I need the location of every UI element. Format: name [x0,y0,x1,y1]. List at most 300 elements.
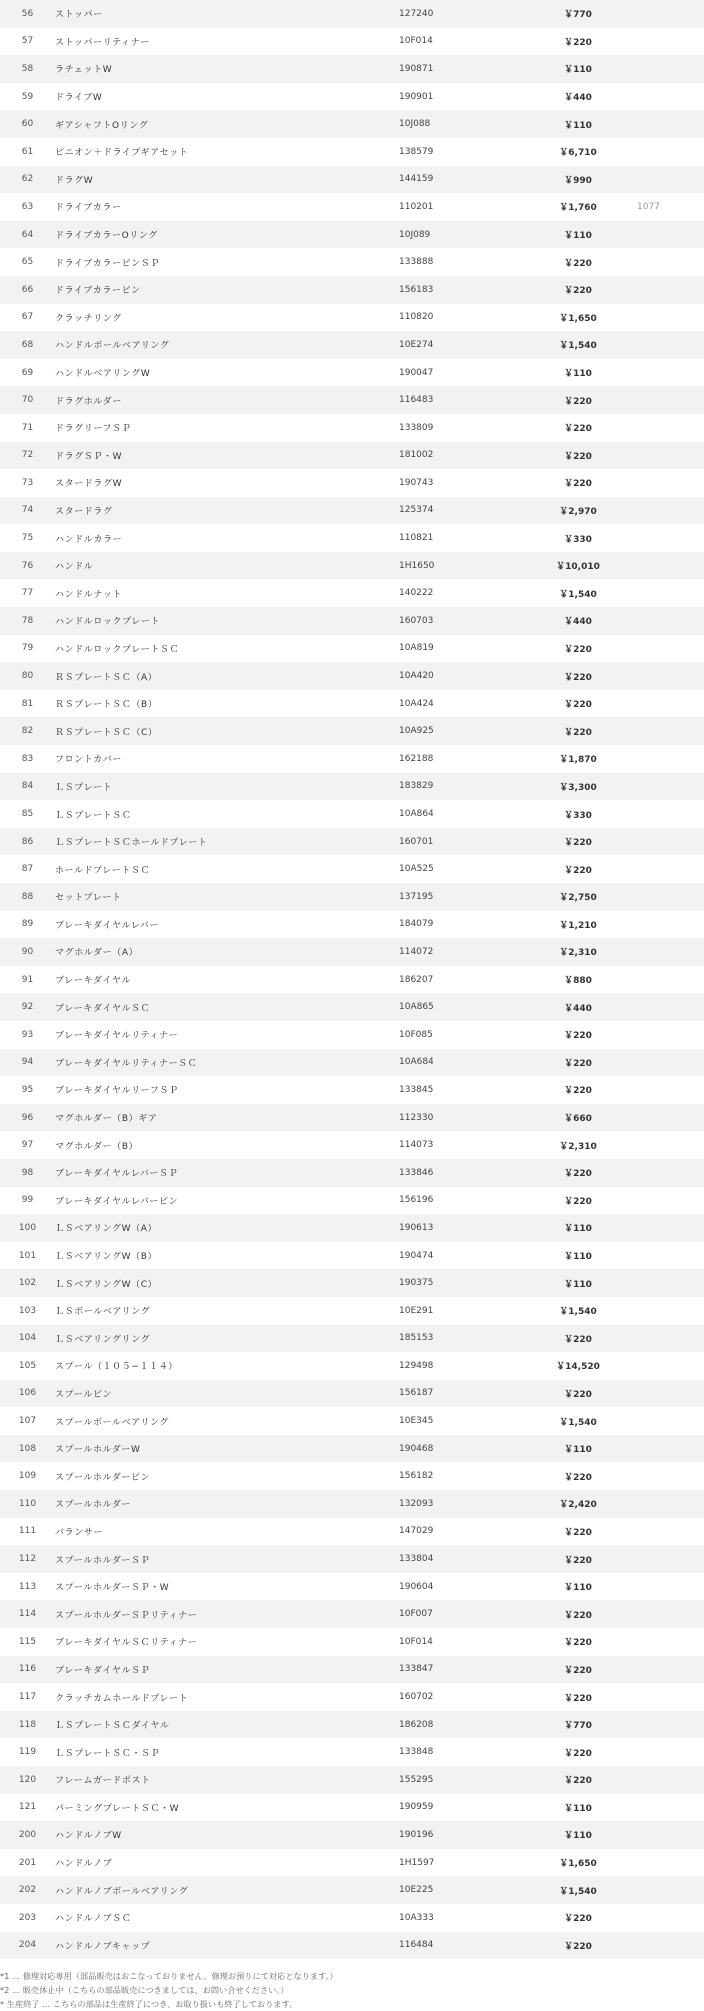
part-number: 67 [21,312,34,323]
part-note [637,938,704,966]
part-name: ドラグホルダー [55,396,122,407]
part-code: 1H1650 [399,560,435,571]
part-code: 125374 [399,505,434,516]
part-number: 108 [18,1443,37,1454]
part-number: 113 [18,1581,37,1592]
part-note [637,1849,704,1877]
table-row [0,138,704,166]
table-row [0,1711,704,1739]
part-name: ドライブカラーピン [55,286,141,297]
table-row [0,386,704,414]
part-code: 190047 [399,367,434,378]
part-number: 94 [21,1057,34,1068]
part-price: ￥220 [564,1610,592,1621]
part-price: ￥220 [564,1058,592,1069]
part-code: 133888 [399,257,434,268]
part-note [637,966,704,994]
part-price: ￥220 [564,258,592,269]
table-row [0,1214,704,1242]
part-code: 186207 [399,974,434,985]
part-number: 66 [21,284,34,295]
part-code: 10F014 [399,36,433,47]
part-name: ＲＳプレートＳＣ（A） [55,672,158,683]
part-name: ドライブカラーピンＳＰ [55,258,160,269]
part-price: ￥880 [564,976,592,987]
table-row [0,442,704,470]
table-row [0,1297,704,1325]
part-code: 155295 [399,1774,434,1785]
table-row [0,1518,704,1546]
part-code: 190375 [399,1278,434,1289]
part-name: ＬＳベアリングW（A） [55,1224,158,1235]
part-number: 92 [21,1002,34,1013]
part-number: 100 [18,1222,37,1233]
table-row [0,1269,704,1297]
part-note [637,1821,704,1849]
table-row [0,1076,704,1104]
part-price: ￥220 [564,1941,592,1952]
part-code: 10J088 [399,119,431,130]
part-number: 120 [18,1774,37,1785]
part-note [637,276,704,304]
part-note [637,883,704,911]
part-number: 200 [18,1829,37,1840]
part-name: ドラグリーフＳＰ [55,424,132,435]
part-number: 82 [21,726,34,737]
part-code: 190196 [399,1829,434,1840]
part-number: 91 [21,974,34,985]
table-row [0,938,704,966]
part-note [637,1297,704,1325]
part-price: ￥220 [564,1389,592,1400]
part-code: 133846 [399,1167,434,1178]
footnote-discontinued: * 生産終了 … こちらの部品は生産終了につき、お取り扱いも終了しております。 [0,1999,298,2010]
table-row [0,717,704,745]
part-number: 201 [18,1857,37,1868]
part-name: ブレーキダイヤルリーフＳＰ [55,1086,179,1097]
part-code: 127240 [399,8,434,19]
table-row [0,1683,704,1711]
part-note [637,524,704,552]
part-name: ＬＳプレートＳＣホールドプレート [55,838,208,849]
part-note [637,221,704,249]
part-note [637,110,704,138]
part-number: 202 [18,1885,37,1896]
part-code: 137195 [399,891,434,902]
part-price: ￥220 [564,644,592,655]
part-number: 204 [18,1940,37,1951]
part-name: ハンドルノブＳＣ [55,1914,132,1925]
part-code: 10E291 [399,1305,434,1316]
part-note [637,55,704,83]
table-row [0,55,704,83]
part-price: ￥220 [564,700,592,711]
part-note [637,1269,704,1297]
table-row [0,110,704,138]
part-number: 90 [21,946,34,957]
part-code: 10E225 [399,1885,434,1896]
part-number: 80 [21,671,34,682]
table-row [0,1849,704,1877]
part-name: マグホルダー（A） [55,948,139,959]
part-code: 190959 [399,1802,434,1813]
part-note [637,1435,704,1463]
part-price: ￥440 [564,93,592,104]
table-row [0,911,704,939]
part-number: 73 [21,477,34,488]
part-number: 86 [21,836,34,847]
part-code: 190901 [399,91,434,102]
part-price: ￥220 [564,286,592,297]
part-name: スプールボールベアリング [55,1417,170,1428]
part-name: ギアシャフトOリング [55,120,149,131]
part-code: 10A424 [399,698,434,709]
part-number: 107 [18,1416,37,1427]
part-number: 106 [18,1388,37,1399]
part-number: 81 [21,698,34,709]
part-name: ＬＳプレートＳＣダイヤル [55,1721,170,1732]
part-price: ￥220 [564,37,592,48]
part-code: 10A864 [399,809,434,820]
part-code: 190871 [399,63,434,74]
part-name: ドライブカラー [55,203,122,214]
part-name: マグホルダー（B）ギア [55,1114,158,1125]
table-row [0,414,704,442]
part-code: 10A333 [399,1912,434,1923]
part-name: ドライブカラーOリング [55,231,158,242]
part-note [637,1352,704,1380]
part-note [637,828,704,856]
part-price: ￥220 [564,1196,592,1207]
part-name: スプール（１０５−１１４） [55,1362,178,1373]
part-note [637,1766,704,1794]
part-price: ￥330 [564,534,592,545]
part-name: ハンドルカラー [55,534,123,545]
part-code: 185153 [399,1333,434,1344]
part-price: ￥990 [564,175,592,186]
part-name: ＬＳベアリングリング [55,1334,151,1345]
part-note [637,1876,704,1904]
table-row [0,1435,704,1463]
part-code: 10E274 [399,339,434,350]
part-note [637,635,704,663]
part-code: 186208 [399,1719,434,1730]
part-price: ￥2,310 [559,1141,597,1152]
part-note [637,1904,704,1932]
part-price: ￥440 [564,1003,592,1014]
part-price: ￥1,650 [559,1859,597,1870]
part-name: スプールホルダーＳＰリティナー [55,1610,198,1621]
part-number: 109 [18,1471,37,1482]
part-price: ￥220 [564,838,592,849]
part-price: ￥1,870 [559,755,597,766]
part-name: フロントカバー [55,755,122,766]
part-number: 115 [18,1636,37,1647]
part-code: 147029 [399,1526,434,1537]
part-number: 62 [21,174,34,185]
part-price: ￥110 [564,1583,592,1594]
table-row [0,1380,704,1408]
part-note [637,248,704,276]
part-name: ハンドルナット [55,589,123,600]
part-note [637,469,704,497]
part-name: ハンドルロックプレートＳＣ [55,644,180,655]
part-price: ￥220 [564,1555,592,1566]
part-price: ￥10,010 [556,562,600,573]
part-code: 10J089 [399,229,431,240]
part-code: 138579 [399,146,434,157]
part-number: 77 [21,588,34,599]
part-name: スプールホルダーピン [55,1472,151,1483]
part-name: ブレーキダイヤルレバーＳＰ [55,1169,179,1180]
table-row [0,745,704,773]
part-price: ￥110 [564,231,592,242]
part-number: 59 [21,91,34,102]
part-number: 71 [21,422,34,433]
part-code: 181002 [399,450,434,461]
part-name: ＬＳベアリングW（C） [55,1279,158,1290]
part-name: ブレーキダイヤルＳＣ [55,1003,151,1014]
part-code: 114072 [399,946,434,957]
part-code: 116484 [399,1940,434,1951]
part-name: スタードラグW [55,479,123,490]
part-note [637,1049,704,1077]
part-code: 156196 [399,1195,434,1206]
part-number: 104 [18,1333,37,1344]
part-price: ￥770 [564,1721,592,1732]
part-number: 58 [21,63,34,74]
part-code: 114073 [399,1140,434,1151]
part-note [637,442,704,470]
part-note [637,1214,704,1242]
part-price: ￥2,750 [559,893,597,904]
part-price: ￥220 [564,1031,592,1042]
part-price: ￥660 [564,1114,592,1125]
part-code: 112330 [399,1112,434,1123]
part-price: ￥220 [564,451,592,462]
table-row [0,0,704,28]
part-name: ブレーキダイヤルＳＣリティナー [55,1638,198,1649]
part-price: ￥6,710 [559,148,597,159]
table-row [0,1325,704,1353]
part-note [637,1683,704,1711]
part-name: ハンドルノブボールベアリング [55,1886,189,1897]
part-number: 57 [21,36,34,47]
part-price: ￥1,540 [559,589,597,600]
part-note [637,1076,704,1104]
part-number: 68 [21,339,34,350]
part-number: 84 [21,781,34,792]
part-number: 117 [18,1692,37,1703]
part-code: 190613 [399,1222,434,1233]
part-number: 56 [21,8,34,19]
table-row [0,800,704,828]
part-note [637,1490,704,1518]
table-row [0,1545,704,1573]
part-name: ＬＳプレートＳＣ・ＳＰ [55,1748,161,1759]
table-row [0,1407,704,1435]
part-price: ￥110 [564,1831,592,1842]
table-row [0,359,704,387]
part-number: 78 [21,615,34,626]
table-row [0,993,704,1021]
part-name: ＬＳプレートＳＣ [55,810,132,821]
part-price: ￥110 [564,1224,592,1235]
table-row [0,1462,704,1490]
part-name: セットプレート [55,893,122,904]
table-row [0,331,704,359]
part-note [637,386,704,414]
part-code: 156187 [399,1388,434,1399]
part-note [637,166,704,194]
part-code: 10A819 [399,643,434,654]
table-row [0,1159,704,1187]
part-note [637,579,704,607]
part-name: ハンドル [55,562,94,573]
part-code: 162188 [399,753,434,764]
part-price: ￥110 [564,1803,592,1814]
part-name: フレームガードポスト [55,1776,151,1787]
part-name: ドラグW [55,175,94,186]
table-row [0,552,704,580]
part-code: 190468 [399,1443,434,1454]
part-note [637,497,704,525]
part-price: ￥110 [564,120,592,131]
part-code: 156182 [399,1471,434,1482]
part-price: ￥1,540 [559,341,597,352]
part-note [637,1573,704,1601]
part-name: スプールホルダーＳＰ [55,1555,151,1566]
part-note [637,1104,704,1132]
part-note [637,1794,704,1822]
part-name: スプールホルダーW [55,1445,141,1456]
part-note [637,1518,704,1546]
part-name: ブレーキダイヤルＳＰ [55,1665,151,1676]
part-note [637,717,704,745]
table-row [0,1573,704,1601]
part-price: ￥330 [564,810,592,821]
part-code: 160702 [399,1692,434,1703]
part-code: 133804 [399,1554,434,1565]
part-code: 133845 [399,1084,434,1095]
part-name: ハンドルノブキャップ [55,1941,151,1952]
part-price: ￥220 [564,1665,592,1676]
part-price: ￥3,300 [559,782,597,793]
table-row [0,193,704,221]
part-price: ￥220 [564,1527,592,1538]
part-code: 10A525 [399,864,434,875]
part-note [637,414,704,442]
part-note [637,855,704,883]
part-note [637,607,704,635]
table-row [0,579,704,607]
part-note [637,773,704,801]
part-number: 60 [21,119,34,130]
part-code: 10F007 [399,1609,433,1620]
part-number: 101 [18,1250,37,1261]
table-row [0,469,704,497]
table-row [0,773,704,801]
part-price: ￥220 [564,1086,592,1097]
part-note [637,1325,704,1353]
part-note [637,1738,704,1766]
part-price: ￥14,520 [556,1362,600,1373]
part-price: ￥220 [564,727,592,738]
part-name: マグホルダー（B） [55,1141,139,1152]
part-note [637,1187,704,1215]
part-note [637,1131,704,1159]
part-note [637,1380,704,1408]
table-row [0,828,704,856]
part-note [637,1159,704,1187]
part-number: 69 [21,367,34,378]
part-price: ￥2,310 [559,948,597,959]
part-note [637,690,704,718]
part-name: ドラグＳＰ・W [55,451,123,462]
part-number: 111 [18,1526,37,1537]
table-row [0,1049,704,1077]
part-price: ￥220 [564,1169,592,1180]
part-code: 10F085 [399,1029,433,1040]
part-name: ＲＳプレートＳＣ（B） [55,700,158,711]
part-number: 85 [21,809,34,820]
part-name: ブレーキダイヤルリティナー [55,1031,179,1042]
part-number: 116 [18,1664,37,1675]
part-name: スプールホルダーＳＰ・W [55,1583,170,1594]
part-price: ￥220 [564,479,592,490]
part-note [637,28,704,56]
part-price: ￥770 [564,10,592,21]
table-row [0,1131,704,1159]
part-name: スプールホルダー [55,1500,131,1511]
part-code: 140222 [399,588,434,599]
part-code: 160701 [399,836,434,847]
part-price: ￥220 [564,1748,592,1759]
table-row [0,83,704,111]
part-number: 65 [21,257,34,268]
table-row [0,1104,704,1132]
part-price: ￥1,540 [559,1886,597,1897]
part-name: ハンドルロックプレート [55,617,161,628]
part-number: 87 [21,864,34,875]
part-name: ピニオン＋ドライブギアセット [55,148,189,159]
part-name: パーミングプレートＳＣ・W [55,1803,180,1814]
part-note [637,1628,704,1656]
footnotes [0,1959,704,2011]
part-note [637,1242,704,1270]
table-row [0,248,704,276]
part-name: ハンドルノブW [55,1831,122,1842]
part-note [637,304,704,332]
part-number: 96 [21,1112,34,1123]
part-code: 132093 [399,1498,434,1509]
part-number: 98 [21,1167,34,1178]
part-price: ￥1,760 [559,203,597,214]
part-code: 133847 [399,1664,434,1675]
part-note [637,1656,704,1684]
part-number: 102 [18,1278,37,1289]
part-number: 93 [21,1029,34,1040]
part-name: ブレーキダイヤル [55,976,132,987]
part-number: 64 [21,229,34,240]
part-number: 83 [21,753,34,764]
part-note [637,1407,704,1435]
part-number: 70 [21,395,34,406]
table-row [0,1766,704,1794]
part-price: ￥1,540 [559,1417,597,1428]
part-code: 129498 [399,1360,434,1371]
part-code: 190604 [399,1581,434,1592]
